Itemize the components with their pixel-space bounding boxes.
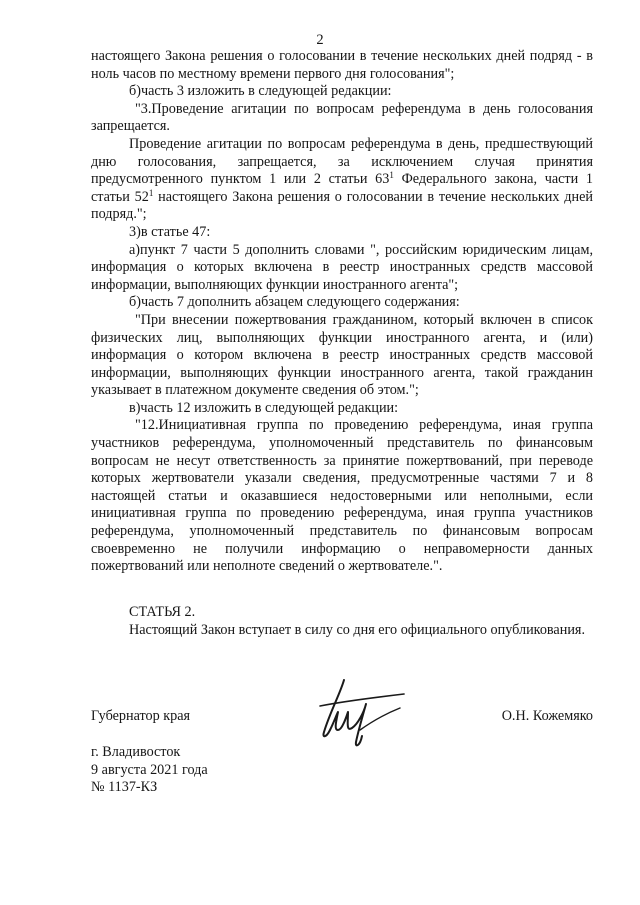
superscript-52: 1 — [148, 187, 154, 198]
paragraph-10: "12.Инициативная группа по проведению референдума, иная группа участников референдума, уполномоченный представитель по финансовым вопросам не несут ответственность за принятие пожертвований, при переводе которых жертвователи указали сведения, предусмотренные частями 7 и 8 настоящей статьи и оказавшиеся недостоверными или неполными, если инициативная группа по проведению референдума, иная группа участников референдума, уполномоченный представитель по финансовым вопросам своевременно не получили информацию о неправомерности данных пожертвований или неполноте сведений о жертвователе.". — [91, 417, 593, 575]
paragraph-9: в)часть 12 изложить в следующей редакции: — [129, 399, 399, 416]
document-body — [91, 48, 593, 576]
paragraph-5: 3)в статье 47: — [129, 223, 211, 240]
signer-position: Губернатор края — [91, 708, 191, 724]
article-2 — [91, 604, 593, 639]
page-number: 2 — [316, 32, 324, 48]
footer-date: 9 августа 2021 года — [91, 761, 208, 778]
paragraph-8: "При внесении пожертвования гражданином, который включен в список физических лиц, выполняющих функции иностранного агента, и (или) информация о котором включена в реестр иностранных средств массовой информации, выполняющих функции иностранного агента, такой гражданин указывает в платежном документе сведения об этом."; — [91, 311, 593, 399]
article-2-text: Настоящий Закон вступает в силу со дня его официального опубликования. — [129, 621, 585, 638]
paragraph-4-part-3: настоящего Закона решения о голосовании в течение нескольких дней подряд."; — [91, 188, 593, 223]
paragraph-7: б)часть 7 дополнить абзацем следующего содержания: — [129, 294, 460, 311]
paragraph-6: а)пункт 7 части 5 дополнить словами ", российским юридическим лицам, информация о которых включена в реестр иностранных средств массовой информации, выполняющих функции иностранного агента"; — [91, 241, 593, 293]
paragraph-4-part-2: Федерального закона, части 1 статьи 52 — [91, 171, 594, 205]
paragraph-3: "3.Проведение агитации по вопросам референдума в день голосования запрещается. — [91, 100, 593, 135]
article-2-heading: СТАТЬЯ 2. — [129, 604, 196, 620]
paragraph-2: б)часть 3 изложить в следующей редакции: — [129, 83, 392, 100]
paragraph-1: настоящего Закона решения о голосовании в течение нескольких дней подряд - в ноль часов по местному времени первого дня голосования"; — [91, 48, 593, 82]
signer-name: О.Н. Кожемяко — [501, 708, 593, 724]
footer-city: г. Владивосток — [91, 744, 181, 760]
footer-number: № 1137-КЗ — [91, 779, 158, 795]
document-footer — [91, 744, 208, 797]
signature-image — [300, 672, 410, 752]
paragraph-4 — [91, 136, 593, 224]
superscript-63: 1 — [389, 170, 394, 181]
paragraph-4-part-1: Проведение агитации по вопросам референдума в день, предшествующий дню голосования, запрещается, за исключением случая принятия предусмотренного пунктом 1 или 2 статьи 63 — [91, 135, 593, 188]
